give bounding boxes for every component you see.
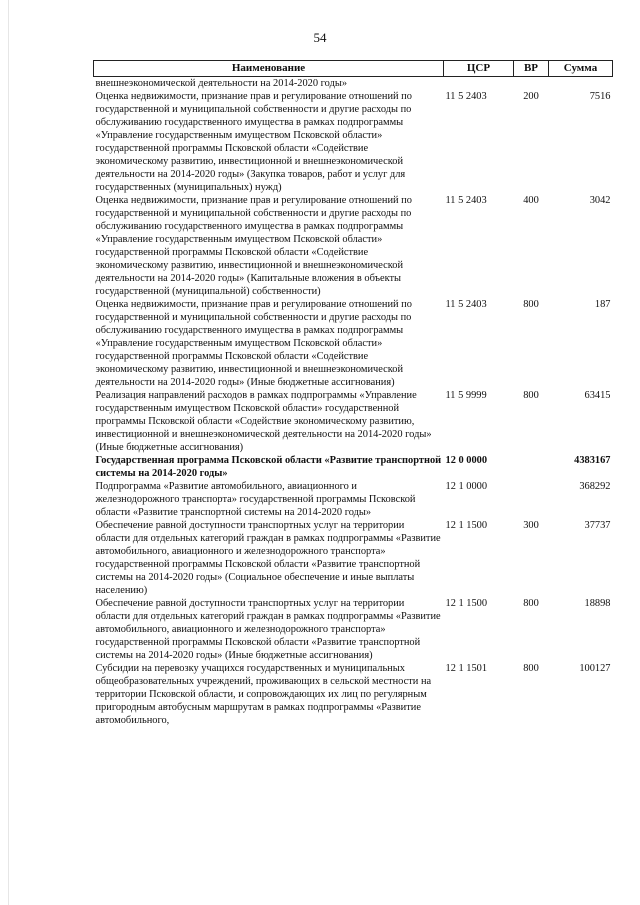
cell-sum: 4383167 (574, 455, 611, 466)
cell-name: Обеспечение равной доступности транспортных услуг на территории области для отдельных категорий граждан в рамках подпрограммы «Развитие автомобильного, авиационного и железнодорожного транспорта» государственной программы Псковской области «Развитие транспортной системы на 2014-2020 годы» (Иные бюджетные ассигнования) (95, 598, 441, 661)
cell-csr: 11 5 2403 (445, 299, 487, 310)
cell-sum: 100127 (579, 663, 611, 674)
table-row (94, 662, 613, 727)
cell-sum: 18898 (584, 598, 611, 609)
cell-vr (514, 454, 549, 480)
table-row (94, 90, 613, 194)
cell-vr: 800 (523, 598, 539, 609)
cell-name: внешнеэкономической деятельности на 2014-2020 годы» (95, 78, 348, 89)
cell-csr (444, 77, 514, 91)
cell-name: Оценка недвижимости, признание прав и регулирование отношений по государственной и муниципальной собственности и другие расходы по обслуживанию государственного имущества в рамках подпрограммы «Управление государственным имуществом Псковской области» государственной программы Псковской области «Содействие экономическому развитию, инвестиционной и внешнеэкономической деятельности на 2014-2020 годы» (Закупка товаров, работ и услуг для государственных (муниципальных) нужд) (95, 91, 412, 193)
cell-csr: 11 5 2403 (445, 91, 487, 102)
cell-name: Обеспечение равной доступности транспортных услуг на территории области для отдельных категорий граждан в рамках подпрограммы «Развитие автомобильного, авиационного и железнодорожного транспорта» государственной программы Псковской области «Развитие транспортной системы на 2014-2020 годы» (Социальное обеспечение и иные выплаты населению) (95, 520, 441, 596)
cell-name: Субсидии на перевозку учащихся государственных и муниципальных общеобразовательных учреждений, проживающих в сельской местности на территории Псковской области, и сопровождающих их лиц по регулярным пригородным автобусным маршрутам в рамках подпрограммы «Развитие автомобильного, (95, 663, 432, 726)
budget-table (93, 60, 613, 727)
cell-vr (514, 77, 549, 91)
table-row (94, 389, 613, 454)
cell-sum: 37737 (584, 520, 611, 531)
header-csr: ЦСР (444, 61, 514, 77)
cell-name: Реализация направлений расходов в рамках подпрограммы «Управление государственным имуществом Псковской области» государственной программы Псковской области «Содействие экономическому развитию, инвестиционной и внешнеэкономической деятельности на 2014-2020 годы» (Иные бюджетные ассигнования) (95, 390, 432, 453)
cell-vr: 200 (523, 91, 539, 102)
table-row (94, 77, 613, 91)
cell-sum: 63415 (584, 390, 611, 401)
cell-sum: 7516 (589, 91, 611, 102)
table-row (94, 480, 613, 519)
header-vr: ВР (514, 61, 549, 77)
cell-vr: 300 (523, 520, 539, 531)
table-body (94, 77, 613, 728)
cell-vr: 800 (523, 390, 539, 401)
page-number: 54 (313, 30, 327, 45)
cell-vr: 400 (523, 195, 539, 206)
cell-name: Государственная программа Псковской области «Развитие транспортной системы на 2014-2020 годы» (95, 455, 442, 479)
cell-csr: 11 5 9999 (445, 390, 487, 401)
header-sum: Сумма (549, 61, 613, 77)
cell-csr: 12 1 1501 (445, 663, 488, 674)
table-row (94, 519, 613, 597)
cell-csr: 12 1 0000 (445, 481, 488, 492)
cell-csr: 11 5 2403 (445, 195, 487, 206)
table-header-row (94, 61, 613, 77)
cell-name: Оценка недвижимости, признание прав и регулирование отношений по государственной и муниципальной собственности и другие расходы по обслуживанию государственного имущества в рамках подпрограммы «Управление государственным имуществом Псковской области» государственной программы Псковской области «Содействие экономическому развитию, инвестиционной и внешнеэкономической деятельности на 2014-2020 годы» (Иные бюджетные ассигнования) (95, 299, 412, 388)
cell-vr (514, 480, 549, 519)
cell-name: Оценка недвижимости, признание прав и регулирование отношений по государственной и муниципальной собственности и другие расходы по обслуживанию государственного имущества в рамках подпрограммы «Управление государственным имуществом Псковской области» государственной программы Псковской области «Содействие экономическому развитию, инвестиционной и внешнеэкономической деятельности на 2014-2020 годы» (Капитальные вложения в объекты государственной (муниципальной) собственности) (95, 195, 412, 297)
cell-csr: 12 1 1500 (445, 520, 488, 531)
cell-sum: 187 (594, 299, 611, 310)
cell-sum: 368292 (579, 481, 611, 492)
table-row (94, 454, 613, 480)
cell-sum (549, 77, 613, 91)
cell-name: Подпрограмма «Развитие автомобильного, авиационного и железнодорожного транспорта» государственной программы Псковской области «Развитие транспортной системы на 2014-2020 годы» (95, 481, 416, 518)
scan-edge-line (8, 0, 9, 905)
cell-csr: 12 1 1500 (445, 598, 488, 609)
table-row (94, 597, 613, 662)
table-row (94, 194, 613, 298)
cell-vr: 800 (523, 663, 539, 674)
table-row (94, 298, 613, 389)
cell-vr: 800 (523, 299, 539, 310)
header-name: Наименование (94, 61, 444, 77)
cell-sum: 3042 (589, 195, 611, 206)
cell-csr: 12 0 0000 (445, 455, 488, 466)
